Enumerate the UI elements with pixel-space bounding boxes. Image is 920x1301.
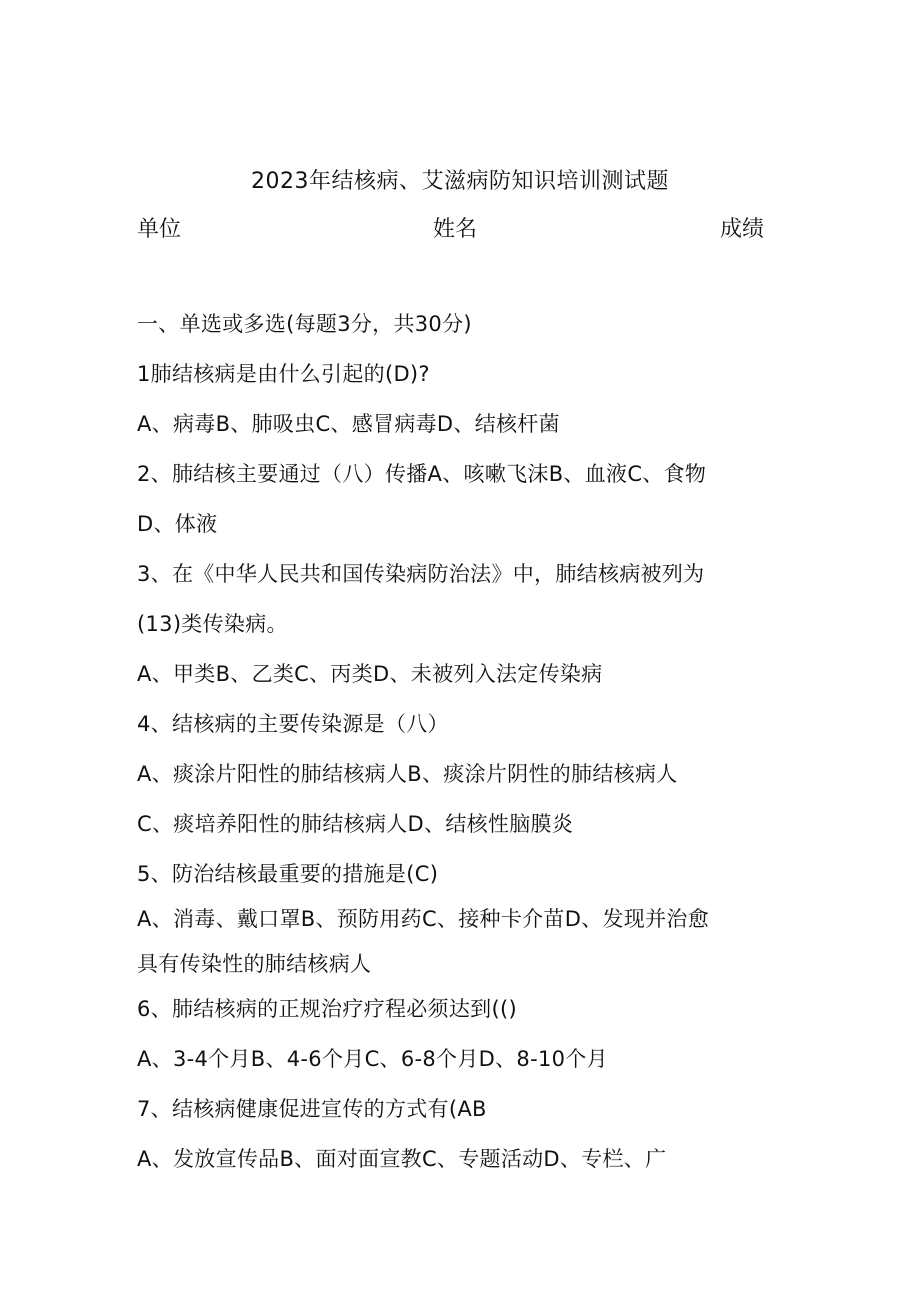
question-6-options: A、3-4个月B、4-6个月C、6-8个月D、8-10个月	[137, 1047, 608, 1071]
section-heading: 一、单选或多选(每题3分，共30分)	[137, 312, 472, 336]
question-1-options: A、病毒B、肺吸虫C、感冒病毒D、结核杆菌	[137, 412, 560, 436]
document-title: 2023年结核病、艾滋病防知识培训测试题	[251, 169, 669, 194]
question-7: 7、结核病健康促进宣传的方式有(AB	[137, 1097, 487, 1121]
question-4-options-c-d: C、痰培养阳性的肺结核病人D、结核性脑膜炎	[137, 812, 574, 836]
question-body	[137, 306, 777, 1191]
question-4-options-a-b: A、痰涂片阳性的肺结核病人B、痰涂片阴性的肺结核病人	[137, 762, 678, 786]
question-4: 4、结核病的主要传染源是（八）	[137, 712, 449, 736]
name-label: 姓名	[433, 217, 478, 242]
question-5: 5、防治结核最重要的措施是(C)	[137, 862, 439, 886]
info-row	[137, 212, 769, 248]
score-label: 成绩	[719, 217, 764, 242]
question-5-options: A、消毒、戴口罩B、预防用药C、接种卡介苗D、发现并治愈	[137, 907, 710, 931]
question-3: 3、在《中华人民共和国传染病防治法》中，肺结核病被列为	[137, 562, 705, 586]
question-3-cont: (13)类传染病。	[137, 612, 288, 636]
question-5-options-cont: 具有传染性的肺结核病人	[137, 952, 372, 976]
question-7-options: A、发放宣传品B、面对面宣教C、专题活动D、专栏、广	[137, 1147, 667, 1171]
question-3-options: A、甲类B、乙类C、丙类D、未被列入法定传染病	[137, 662, 603, 686]
unit-label: 单位	[137, 217, 182, 242]
question-2: 2、肺结核主要通过（八）传播A、咳嗽飞沫B、血液C、食物	[137, 462, 707, 486]
question-2-options-cont: D、体液	[137, 512, 218, 536]
question-6: 6、肺结核病的正规治疗疗程必须达到(()	[137, 997, 517, 1021]
question-1: 1肺结核病是由什么引起的(D)?	[137, 362, 430, 386]
